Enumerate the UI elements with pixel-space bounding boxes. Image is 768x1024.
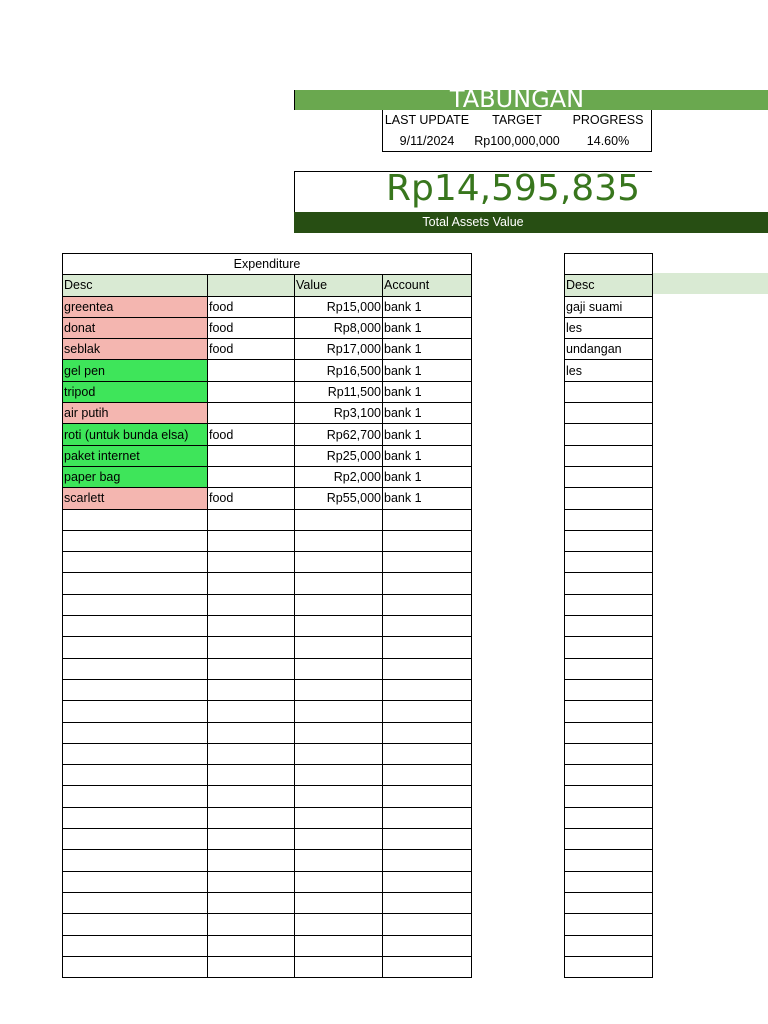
cell-category[interactable]: food (208, 488, 295, 509)
table-row (63, 786, 472, 807)
cell-value[interactable] (295, 829, 383, 850)
table-row (565, 807, 653, 828)
cell-value[interactable]: Rp62,700 (295, 424, 383, 445)
table-row (565, 573, 653, 594)
cell-account[interactable] (383, 956, 472, 977)
table-row (63, 892, 472, 913)
cell-account[interactable] (383, 658, 472, 679)
table-row (63, 743, 472, 764)
table-row (565, 679, 653, 700)
cell-income-desc[interactable] (565, 637, 653, 658)
cell-account[interactable]: bank 1 (383, 445, 472, 466)
cell-account[interactable]: bank 1 (383, 296, 472, 317)
cell-category[interactable] (208, 637, 295, 658)
cell-value[interactable] (295, 530, 383, 551)
cell-category[interactable] (208, 530, 295, 551)
cell-desc[interactable] (63, 658, 208, 679)
column-header-category[interactable] (208, 275, 295, 296)
table-row (63, 765, 472, 786)
cell-category[interactable] (208, 573, 295, 594)
table-row (565, 317, 653, 338)
cell-desc[interactable]: greentea (63, 296, 208, 317)
cell-category[interactable] (208, 381, 295, 402)
cell-desc[interactable]: roti (untuk bunda elsa) (63, 424, 208, 445)
table-row (565, 594, 653, 615)
column-header-value[interactable]: Value (295, 275, 383, 296)
table-row (63, 807, 472, 828)
cell-category[interactable]: food (208, 317, 295, 338)
table-row (565, 637, 653, 658)
cell-desc[interactable] (63, 594, 208, 615)
cell-account[interactable]: bank 1 (383, 403, 472, 424)
cell-desc[interactable] (63, 552, 208, 573)
cell-account[interactable] (383, 594, 472, 615)
progress-label: PROGRESS (572, 113, 644, 127)
cell-income-desc[interactable] (565, 871, 653, 892)
cell-desc[interactable] (63, 829, 208, 850)
last-update-value[interactable]: 9/11/2024 (399, 134, 455, 148)
cell-desc[interactable]: paper bag (63, 466, 208, 487)
table-row (565, 339, 653, 360)
cell-desc[interactable]: paket internet (63, 445, 208, 466)
cell-income-desc[interactable]: les (565, 360, 653, 381)
cell-income-desc[interactable] (565, 807, 653, 828)
cell-account[interactable] (383, 807, 472, 828)
table-row (565, 914, 653, 935)
cell-value[interactable] (295, 637, 383, 658)
cell-account[interactable] (383, 850, 472, 871)
cell-account[interactable] (383, 871, 472, 892)
cell-category[interactable] (208, 679, 295, 700)
cell-category[interactable] (208, 616, 295, 637)
cell-category[interactable] (208, 935, 295, 956)
cell-value[interactable]: Rp15,000 (295, 296, 383, 317)
cell-income-desc[interactable] (565, 765, 653, 786)
cell-income-desc[interactable] (565, 679, 653, 700)
income-table (564, 253, 653, 978)
cell-category[interactable] (208, 743, 295, 764)
cell-value[interactable] (295, 935, 383, 956)
cell-income-desc[interactable] (565, 488, 653, 509)
cell-desc[interactable] (63, 956, 208, 977)
cell-desc[interactable]: gel pen (63, 360, 208, 381)
table-row (565, 488, 653, 509)
cell-income-desc[interactable] (565, 466, 653, 487)
cell-category[interactable]: food (208, 424, 295, 445)
table-row (63, 829, 472, 850)
column-header-desc[interactable]: Desc (63, 275, 208, 296)
cell-desc[interactable] (63, 509, 208, 530)
cell-value[interactable] (295, 701, 383, 722)
cell-category[interactable] (208, 403, 295, 424)
cell-account[interactable] (383, 530, 472, 551)
cell-value[interactable] (295, 679, 383, 700)
cell-account[interactable]: bank 1 (383, 488, 472, 509)
cell-value[interactable] (295, 552, 383, 573)
table-row (63, 339, 472, 360)
target-value[interactable]: Rp100,000,000 (474, 134, 560, 148)
cell-income-desc[interactable]: undangan (565, 339, 653, 360)
table-row (63, 317, 472, 338)
cell-category[interactable] (208, 509, 295, 530)
cell-value[interactable] (295, 914, 383, 935)
cell-account[interactable] (383, 914, 472, 935)
cell-category[interactable] (208, 807, 295, 828)
table-row (565, 956, 653, 977)
cell-desc[interactable]: tripod (63, 381, 208, 402)
cell-income-desc[interactable] (565, 509, 653, 530)
cell-income-desc[interactable] (565, 573, 653, 594)
table-row (63, 914, 472, 935)
cell-value[interactable] (295, 871, 383, 892)
table-row (565, 658, 653, 679)
cell-income-desc[interactable] (565, 701, 653, 722)
table-row (63, 360, 472, 381)
cell-desc[interactable] (63, 573, 208, 594)
total-assets-label: Total Assets Value (422, 215, 524, 229)
cell-income-desc[interactable] (565, 381, 653, 402)
cell-income-desc[interactable] (565, 786, 653, 807)
cell-value[interactable] (295, 956, 383, 977)
cell-desc[interactable] (63, 722, 208, 743)
table-row (63, 552, 472, 573)
cell-income-desc[interactable]: les (565, 317, 653, 338)
table-row (565, 552, 653, 573)
table-row (565, 722, 653, 743)
cell-value[interactable] (295, 765, 383, 786)
cell-category[interactable] (208, 956, 295, 977)
table-row (63, 466, 472, 487)
income-title-cell[interactable] (565, 254, 653, 275)
cell-category[interactable] (208, 871, 295, 892)
cell-desc[interactable]: air putih (63, 403, 208, 424)
cell-income-desc[interactable] (565, 829, 653, 850)
table-row (565, 701, 653, 722)
table-row (565, 892, 653, 913)
cell-income-desc[interactable] (565, 552, 653, 573)
cell-value[interactable] (295, 616, 383, 637)
cell-value[interactable] (295, 786, 383, 807)
cell-value[interactable] (295, 658, 383, 679)
cell-account[interactable] (383, 637, 472, 658)
table-row (63, 488, 472, 509)
cell-income-desc[interactable] (565, 935, 653, 956)
total-assets-value[interactable]: Rp14,595,835 (386, 168, 640, 209)
cell-income-desc[interactable] (565, 850, 653, 871)
cell-desc[interactable] (63, 637, 208, 658)
table-row (63, 935, 472, 956)
table-row (63, 424, 472, 445)
cell-category[interactable] (208, 892, 295, 913)
table-row (565, 935, 653, 956)
cell-desc[interactable]: donat (63, 317, 208, 338)
cell-income-desc[interactable] (565, 530, 653, 551)
cell-value[interactable]: Rp55,000 (295, 488, 383, 509)
summary-box (382, 110, 652, 152)
cell-account[interactable] (383, 573, 472, 594)
income-column-header-desc[interactable]: Desc (565, 275, 653, 296)
cell-value[interactable] (295, 743, 383, 764)
table-row (63, 658, 472, 679)
cell-category[interactable]: food (208, 339, 295, 360)
cell-value[interactable]: Rp8,000 (295, 317, 383, 338)
cell-category[interactable] (208, 466, 295, 487)
sheet-title: TABUNGAN (449, 85, 585, 113)
table-row (63, 296, 472, 317)
cell-desc[interactable] (63, 871, 208, 892)
cell-income-desc[interactable] (565, 424, 653, 445)
cell-income-desc[interactable] (565, 956, 653, 977)
table-row (565, 616, 653, 637)
cell-income-desc[interactable] (565, 722, 653, 743)
cell-desc[interactable] (63, 786, 208, 807)
cell-value[interactable]: Rp16,500 (295, 360, 383, 381)
column-header-account[interactable]: Account (383, 275, 472, 296)
cell-account[interactable]: bank 1 (383, 424, 472, 445)
cell-desc[interactable] (63, 530, 208, 551)
table-row (565, 743, 653, 764)
table-row (565, 829, 653, 850)
cell-income-desc[interactable] (565, 403, 653, 424)
progress-value[interactable]: 14.60% (586, 134, 630, 148)
cell-value[interactable]: Rp25,000 (295, 445, 383, 466)
cell-desc[interactable] (63, 914, 208, 935)
cell-account[interactable] (383, 786, 472, 807)
cell-value[interactable] (295, 807, 383, 828)
cell-category[interactable]: food (208, 296, 295, 317)
cell-value[interactable] (295, 850, 383, 871)
income-header-extension (652, 273, 768, 294)
table-row (565, 381, 653, 402)
cell-value[interactable] (295, 509, 383, 530)
cell-category[interactable] (208, 658, 295, 679)
table-row (565, 850, 653, 871)
cell-category[interactable] (208, 445, 295, 466)
cell-account[interactable] (383, 552, 472, 573)
table-row (63, 403, 472, 424)
cell-account[interactable]: bank 1 (383, 339, 472, 360)
cell-category[interactable] (208, 786, 295, 807)
cell-category[interactable] (208, 701, 295, 722)
table-row (565, 445, 653, 466)
target-label: TARGET (492, 113, 542, 127)
table-row (565, 296, 653, 317)
cell-category[interactable] (208, 722, 295, 743)
cell-category[interactable] (208, 914, 295, 935)
table-row (63, 679, 472, 700)
table-row (63, 573, 472, 594)
cell-desc[interactable] (63, 743, 208, 764)
table-row (63, 722, 472, 743)
table-row (63, 956, 472, 977)
cell-desc[interactable] (63, 765, 208, 786)
table-row (63, 594, 472, 615)
cell-desc[interactable] (63, 850, 208, 871)
table-row (63, 445, 472, 466)
last-update-label: LAST UPDATE (384, 113, 470, 127)
cell-category[interactable] (208, 829, 295, 850)
cell-account[interactable] (383, 892, 472, 913)
expenditure-table (62, 253, 472, 978)
table-row (565, 765, 653, 786)
table-row (63, 381, 472, 402)
cell-account[interactable]: bank 1 (383, 317, 472, 338)
cell-value[interactable]: Rp3,100 (295, 403, 383, 424)
cell-value[interactable]: Rp2,000 (295, 466, 383, 487)
cell-income-desc[interactable] (565, 914, 653, 935)
table-row (565, 466, 653, 487)
table-row (565, 403, 653, 424)
cell-desc[interactable] (63, 807, 208, 828)
table-row (63, 530, 472, 551)
table-row (63, 616, 472, 637)
cell-desc[interactable] (63, 935, 208, 956)
cell-category[interactable] (208, 552, 295, 573)
cell-category[interactable] (208, 360, 295, 381)
cell-income-desc[interactable] (565, 892, 653, 913)
cell-category[interactable] (208, 850, 295, 871)
table-row (63, 637, 472, 658)
table-row (63, 850, 472, 871)
cell-account[interactable]: bank 1 (383, 466, 472, 487)
table-row (63, 701, 472, 722)
cell-income-desc[interactable] (565, 594, 653, 615)
cell-value[interactable] (295, 573, 383, 594)
cell-account[interactable] (383, 616, 472, 637)
table-row (565, 530, 653, 551)
cell-income-desc[interactable]: gaji suami (565, 296, 653, 317)
cell-account[interactable] (383, 765, 472, 786)
cell-income-desc[interactable] (565, 658, 653, 679)
cell-value[interactable] (295, 722, 383, 743)
table-row (565, 509, 653, 530)
cell-value[interactable] (295, 892, 383, 913)
cell-desc[interactable] (63, 679, 208, 700)
table-row (565, 424, 653, 445)
cell-account[interactable] (383, 722, 472, 743)
cell-desc[interactable]: seblak (63, 339, 208, 360)
cell-value[interactable] (295, 594, 383, 615)
table-row (565, 786, 653, 807)
table-row (63, 871, 472, 892)
cell-desc[interactable] (63, 616, 208, 637)
cell-category[interactable] (208, 594, 295, 615)
cell-value[interactable]: Rp17,000 (295, 339, 383, 360)
cell-account[interactable] (383, 701, 472, 722)
cell-desc[interactable]: scarlett (63, 488, 208, 509)
cell-income-desc[interactable] (565, 743, 653, 764)
cell-category[interactable] (208, 765, 295, 786)
cell-income-desc[interactable] (565, 616, 653, 637)
cell-desc[interactable] (63, 892, 208, 913)
table-row (63, 509, 472, 530)
cell-account[interactable] (383, 679, 472, 700)
expenditure-title: Expenditure (63, 254, 472, 275)
cell-value[interactable]: Rp11,500 (295, 381, 383, 402)
cell-account[interactable]: bank 1 (383, 360, 472, 381)
cell-account[interactable] (383, 743, 472, 764)
cell-income-desc[interactable] (565, 445, 653, 466)
cell-account[interactable] (383, 829, 472, 850)
cell-account[interactable] (383, 509, 472, 530)
cell-desc[interactable] (63, 701, 208, 722)
cell-account[interactable] (383, 935, 472, 956)
table-row (565, 871, 653, 892)
cell-account[interactable]: bank 1 (383, 381, 472, 402)
table-row (565, 360, 653, 381)
